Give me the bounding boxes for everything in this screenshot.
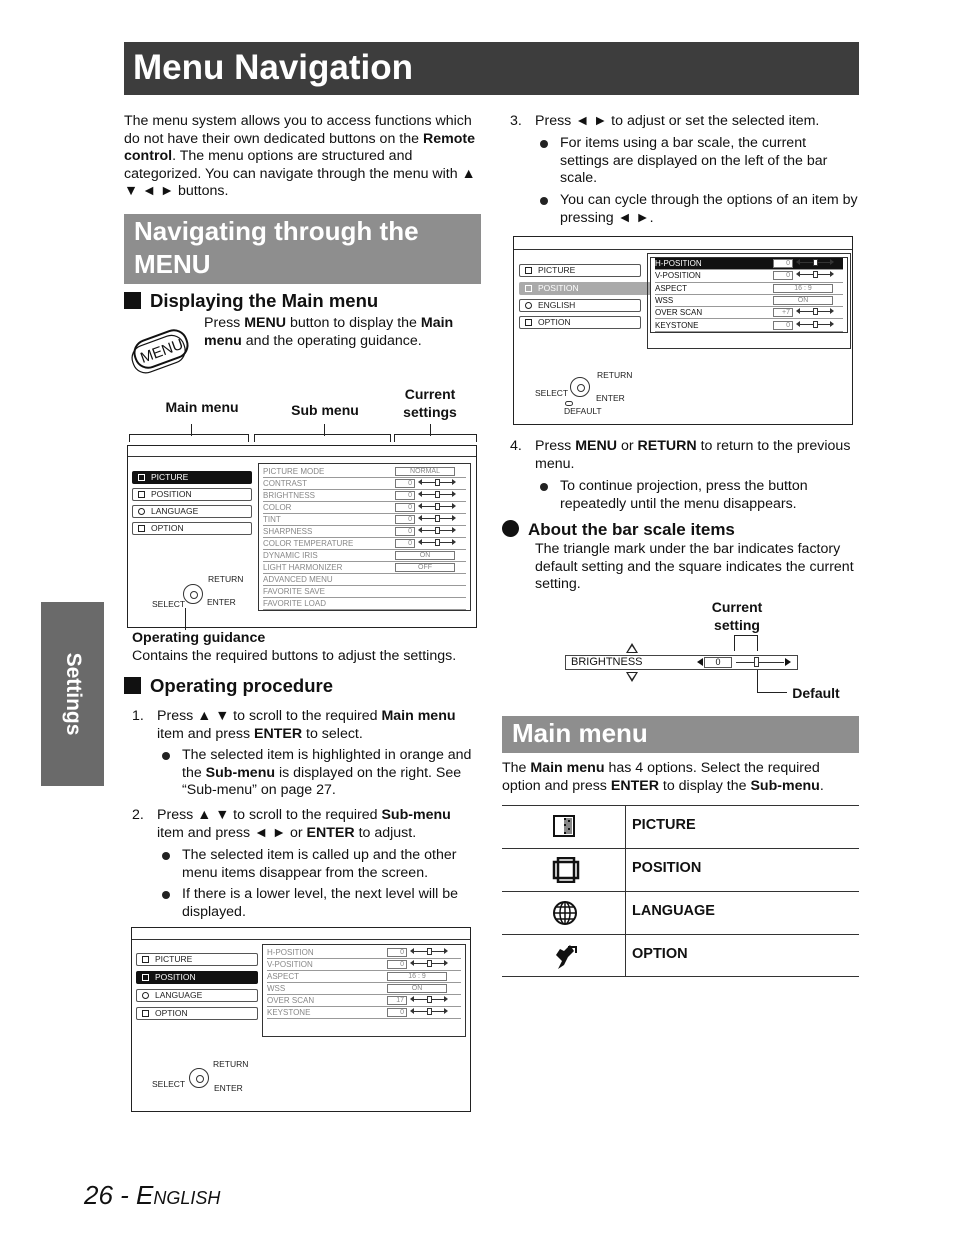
main-item-label: ENGLISH: [538, 300, 576, 310]
disp-text-1: Press: [204, 315, 245, 331]
language-icon: [552, 900, 578, 926]
sub-menu-row[interactable]: [267, 959, 461, 971]
main-item-language[interactable]: [519, 299, 641, 312]
sub-menu-item-name: ADVANCED MENU: [263, 575, 333, 584]
step-2-text: [157, 807, 479, 842]
guide-return: RETURN: [208, 574, 244, 584]
main-item-picture[interactable]: [519, 264, 641, 277]
bar-knob: [435, 479, 440, 486]
bar-knob: [427, 960, 432, 967]
sub-menu-row[interactable]: [263, 466, 466, 478]
main-item-label: OPTION: [538, 317, 571, 327]
sub-menu-item-value: +7: [773, 308, 793, 317]
guide-return: RETURN: [597, 370, 633, 380]
page-footer: [84, 1180, 220, 1210]
step-3-bullet-1: For items using a bar scale, the current settings are displayed on the left of the bar scale.: [560, 135, 858, 188]
guide-default: DEFAULT: [564, 406, 602, 416]
displaying-paragraph: [204, 315, 479, 350]
sub-menu-item-name: FAVORITE SAVE: [263, 587, 325, 596]
sub-menu-row[interactable]: [263, 574, 466, 586]
sub-menu-row[interactable]: [267, 947, 461, 959]
disp-text-2: button to display the: [286, 315, 421, 331]
sub-menu-row[interactable]: [263, 538, 466, 550]
bracket-sub: [254, 434, 391, 442]
circle-bullet-icon: [502, 520, 519, 537]
sub-menu-row[interactable]: [263, 550, 466, 562]
joystick-icon: [189, 1068, 209, 1088]
footer-language: English: [136, 1180, 221, 1210]
bar-scale-value: 0: [704, 657, 732, 668]
s1-t3: to select.: [302, 725, 363, 742]
sub-menu-item-value: 17: [387, 996, 407, 1005]
guide-return: RETURN: [213, 1059, 249, 1069]
side-tab-label: Settings: [61, 652, 85, 736]
bar-knob: [813, 308, 818, 315]
sub-menu-item-name: V-POSITION: [267, 960, 313, 969]
sub-menu-item-name: BRIGHTNESS: [263, 491, 316, 500]
disp-text-3: and the operating guidance.: [241, 332, 422, 349]
s1-b1: Main menu: [381, 708, 456, 724]
sub-menu-item-value: 0: [387, 1008, 407, 1017]
bracket-current: [394, 434, 477, 442]
bar-scale[interactable]: [799, 311, 831, 312]
sub-menu-row[interactable]: [267, 995, 461, 1007]
sub-menu-row[interactable]: [263, 478, 466, 490]
bar-scale[interactable]: [413, 1011, 445, 1012]
page-title: Menu Navigation: [133, 48, 414, 87]
bar-knob: [435, 503, 440, 510]
sub-menu-row[interactable]: [263, 598, 466, 610]
main-menu-paragraph: [502, 760, 859, 795]
main-item-label: POSITION: [151, 489, 192, 499]
sub-menu-item-name: KEYSTONE: [267, 1008, 311, 1017]
operating-heading-text: Operating procedure: [150, 675, 333, 696]
sub-menu-item-name: COLOR: [263, 503, 292, 512]
option-icon: [552, 943, 578, 971]
sub-menu-item-name: H-POSITION: [267, 948, 314, 957]
s2-t1: Press ▲ ▼ to scroll to the required: [157, 807, 382, 823]
bar-knob: [427, 948, 432, 955]
s4-t1: Press: [535, 438, 576, 454]
s2-b1: Sub-menu: [381, 807, 451, 823]
sub-menu-item-value: 0: [773, 271, 793, 280]
step-2-bullet-2: If there is a lower level, the next level will be displayed.: [182, 886, 480, 921]
joystick-icon: [570, 377, 590, 397]
sub-menu-item-name: OVER SCAN: [267, 996, 315, 1005]
main-item-position[interactable]: [519, 282, 651, 295]
s4-t2: or: [617, 438, 638, 454]
intro-text-2: . The menu options are structured and categorized. You can navigate through the menu with ▲ ▼ ◄ ► buttons.: [124, 148, 476, 199]
joystick-icon: [183, 584, 203, 604]
option-icon: [142, 1010, 149, 1017]
mm-b3: Sub-menu: [750, 777, 820, 794]
bar-scale-item-name: BRIGHTNESS: [571, 656, 643, 668]
bar-scale[interactable]: [413, 999, 445, 1000]
main-menu-row-label: POSITION: [632, 860, 702, 876]
sub-menu-item-value: 0: [395, 527, 415, 536]
bracket-main: [129, 434, 249, 442]
bar-knob: [435, 539, 440, 546]
sub-menu-item-name: OVER SCAN: [655, 308, 703, 318]
step-4-text: [535, 438, 857, 473]
main-item-picture[interactable]: [136, 953, 258, 966]
icon-cell: [502, 892, 626, 934]
main-menu-row-label: LANGUAGE: [632, 903, 715, 919]
option-icon: [138, 525, 145, 532]
main-item-label: PICTURE: [538, 265, 576, 275]
page-number: 26 -: [84, 1180, 137, 1210]
main-item-label: LANGUAGE: [155, 990, 203, 1000]
sub-menu-item-value: NORMAL: [395, 467, 455, 476]
osd-top-rule: [128, 456, 476, 457]
picture-icon: [138, 474, 145, 481]
sub-menu-item-name: KEYSTONE: [655, 320, 699, 330]
sub-menu-row[interactable]: [655, 258, 843, 270]
disp-bold-1: MENU: [244, 315, 286, 331]
main-menu-row-picture: [502, 805, 859, 848]
osd-top-rule: [132, 939, 470, 940]
sub-menu-item-name: PICTURE MODE: [263, 467, 325, 476]
s4-b2: RETURN: [637, 438, 697, 454]
sub-menu-item-name: TINT: [263, 515, 281, 524]
position-icon: [142, 974, 149, 981]
sub-menu-row[interactable]: [263, 502, 466, 514]
picture-icon: [142, 956, 149, 963]
displaying-heading-text: Displaying the Main menu: [150, 290, 379, 311]
menu-icon-label: MENU: [138, 335, 186, 367]
bar-scale[interactable]: [421, 506, 453, 507]
mm-t3: to display the: [658, 777, 751, 794]
main-menu-row-label: OPTION: [632, 946, 688, 962]
label-main-menu: Main menu: [165, 399, 239, 415]
sub-menu-item-value: ON: [395, 551, 455, 560]
operating-guidance-desc: Contains the required buttons to adjust the settings.: [132, 648, 457, 664]
sub-menu-row[interactable]: [267, 971, 461, 983]
guide-enter: ENTER: [207, 597, 236, 607]
sub-menu-row[interactable]: [267, 1007, 461, 1019]
bar-knob: [435, 491, 440, 498]
bar-scale-sample: [565, 655, 798, 670]
icon-cell: [502, 849, 626, 891]
main-item-option[interactable]: [519, 316, 641, 329]
guide-select: SELECT: [152, 599, 186, 609]
sub-menu-item-name: ASPECT: [655, 283, 688, 293]
sub-menu-item-value: 0: [395, 479, 415, 488]
icon-cell: [502, 935, 626, 977]
section-navigating-title: Navigating through the MENU: [134, 216, 419, 279]
main-item-label: OPTION: [151, 523, 184, 533]
page-title-bar: [124, 42, 859, 95]
main-menu-row-language: [502, 891, 859, 934]
step-2-bullet-1: The selected item is called up and the other menu items disappear from the screen.: [182, 847, 480, 882]
intro-bold-1: Remote control: [124, 130, 475, 164]
bar-track: [736, 662, 784, 663]
mm-b2: ENTER: [610, 777, 659, 794]
s2-b2: ENTER: [306, 824, 355, 841]
main-menu-row-label: PICTURE: [632, 817, 696, 833]
sub-menu-item-value: ON: [773, 296, 833, 305]
sub-menu-item-name: COLOR TEMPERATURE: [263, 539, 354, 548]
sub-menu-item-name: LIGHT HARMONIZER: [263, 563, 343, 572]
label-sub-menu: Sub menu: [291, 402, 359, 418]
step-3-number: 3.: [510, 113, 522, 129]
main-menu-row-position: [502, 848, 859, 891]
current-setting-bracket: [734, 635, 758, 651]
guide-select: SELECT: [152, 1079, 186, 1089]
main-menu-row-option: [502, 934, 859, 977]
sub-menu-item-name: V-POSITION: [655, 271, 701, 281]
square-bullet-icon: [124, 677, 141, 694]
sub-menu-item-value: ON: [387, 984, 447, 993]
osd-picture-menu: [127, 445, 477, 628]
operating-guidance-title: Operating guidance: [132, 630, 266, 646]
section-navigating-bar: [124, 214, 481, 284]
step-1-bullet: [182, 747, 480, 800]
sub-menu-item-name: WSS: [267, 984, 286, 993]
bar-scale[interactable]: [413, 963, 445, 964]
sub-menu-row[interactable]: [655, 295, 843, 307]
menu-button-icon: [128, 323, 194, 375]
main-item-language[interactable]: [136, 989, 258, 1002]
sub-menu-row[interactable]: [263, 562, 466, 574]
bar-scale[interactable]: [799, 262, 831, 263]
sub-menu-item-value: 0: [387, 948, 407, 957]
bar-scale[interactable]: [421, 530, 453, 531]
step-4-bullet: To continue projection, press the button repeatedly until the menu disappears.: [560, 478, 858, 513]
bar-knob: [754, 657, 759, 667]
s1-b2: ENTER: [254, 725, 303, 742]
main-item-label: PICTURE: [155, 954, 193, 964]
main-item-label: LANGUAGE: [151, 506, 199, 516]
default-leader: [757, 670, 758, 692]
sub-menu-item-value: OFF: [395, 563, 455, 572]
section-main-menu-title: Main menu: [512, 718, 648, 748]
guidance-leader: [185, 608, 186, 630]
mm-b1: Main menu: [530, 760, 605, 776]
bar-scale[interactable]: [421, 518, 453, 519]
main-item-label: POSITION: [538, 283, 579, 293]
bar-knob: [427, 1008, 432, 1015]
sub-menu-row[interactable]: [267, 983, 461, 995]
label-default: Default: [792, 685, 840, 701]
bar-scale[interactable]: [421, 482, 453, 483]
language-icon: [138, 508, 145, 515]
s4-b1: MENU: [575, 438, 617, 454]
main-item-label: OPTION: [155, 1008, 188, 1018]
option-icon: [525, 319, 532, 326]
sub-menu-item-value: 0: [773, 259, 793, 268]
osd-top-rule: [514, 249, 852, 250]
position-icon: [525, 285, 532, 292]
sub-menu-item-value: 0: [773, 321, 793, 330]
section-main-menu-bar: [502, 716, 859, 753]
s1-t1: Press ▲ ▼ to scroll to the required: [157, 708, 382, 724]
bar-scale-heading-text: About the bar scale items: [528, 520, 735, 539]
triangle-up-inner: [628, 646, 636, 652]
bar-scale[interactable]: [421, 494, 453, 495]
default-leader-h: [757, 692, 787, 693]
sub-menu-row[interactable]: [263, 514, 466, 526]
guide-enter: ENTER: [214, 1083, 243, 1093]
picture-icon: [552, 814, 576, 838]
step-3-bullet-2: You can cycle through the options of an item by pressing ◄ ►.: [560, 192, 858, 226]
sub-menu-item-value: 0: [395, 515, 415, 524]
sub-menu-row[interactable]: [263, 586, 466, 598]
main-item-position[interactable]: [136, 971, 258, 984]
sub-menu-picture: [258, 463, 471, 611]
s1-bul-b1: Sub-menu: [205, 764, 276, 781]
sub-menu-item-value: 0: [395, 539, 415, 548]
mm-t4: .: [819, 777, 824, 794]
bar-scale[interactable]: [413, 951, 445, 952]
bar-right-arrow-icon: [785, 658, 791, 666]
step-1-text: [157, 708, 479, 743]
position-icon: [552, 857, 580, 883]
sub-menu-item-value: 0: [387, 960, 407, 969]
bar-knob: [435, 527, 440, 534]
triangle-down-inner: [628, 673, 636, 679]
mm-t2: has 4 options. Select the required option and press: [502, 760, 820, 794]
language-icon: [142, 992, 149, 999]
sub-menu-row[interactable]: [655, 320, 843, 332]
guide-enter: ENTER: [596, 393, 625, 403]
bar-scale[interactable]: [421, 542, 453, 543]
side-tab-settings[interactable]: [41, 602, 104, 786]
sub-menu-item-name: ASPECT: [267, 972, 300, 981]
main-item-picture[interactable]: [132, 471, 252, 484]
s1-t2: item and press: [157, 725, 254, 742]
main-item-language[interactable]: [132, 505, 252, 518]
guide-select: SELECT: [535, 388, 569, 398]
intro-paragraph: [124, 113, 484, 201]
square-bullet-icon: [124, 292, 141, 309]
icon-cell: [502, 806, 626, 848]
sub-menu-row[interactable]: [263, 490, 466, 502]
step-2-number: 2.: [132, 807, 144, 823]
main-item-position[interactable]: [132, 488, 252, 501]
sub-menu-item-value: 0: [395, 503, 415, 512]
sub-menu-item-value: 16 : 9: [773, 284, 833, 293]
intro-text-1: The menu system allows you to access functions which do not have their own dedicated buttons on the: [124, 113, 472, 147]
sub-menu-item-value: 0: [395, 491, 415, 500]
operating-heading: [124, 675, 333, 697]
sub-menu-row[interactable]: [655, 270, 843, 282]
sub-menu-item-name: WSS: [655, 295, 674, 305]
sub-menu-row[interactable]: [263, 526, 466, 538]
label-current-setting: Current setting: [711, 599, 763, 633]
sub-menu-position-adjust: [650, 257, 848, 333]
sub-menu-row[interactable]: [655, 307, 843, 319]
sub-menu-row[interactable]: [655, 283, 843, 295]
sub-menu-item-name: H-POSITION: [655, 259, 702, 268]
disp-bold-2: Main menu: [204, 315, 454, 349]
bar-scale[interactable]: [799, 274, 831, 275]
step-1-number: 1.: [132, 708, 144, 724]
bar-knob: [813, 271, 818, 278]
displaying-heading: [124, 290, 378, 312]
s2-t3: to adjust.: [354, 824, 417, 841]
bar-scale-text: The triangle mark under the bar indicates factory default setting and the square indicates the current setting.: [535, 541, 854, 592]
s1-bul-t1: The selected item is highlighted in orange and the: [182, 747, 472, 781]
bar-knob: [427, 996, 432, 1003]
bar-knob: [813, 321, 818, 328]
sub-menu-item-name: FAVORITE LOAD: [263, 599, 326, 608]
sub-menu-position: [262, 944, 466, 1037]
main-item-option[interactable]: [132, 522, 252, 535]
osd-position-adjust: [513, 236, 853, 425]
picture-icon: [525, 267, 532, 274]
sub-menu-item-name: CONTRAST: [263, 479, 307, 488]
language-icon: [525, 302, 532, 309]
sub-menu-item-name: SHARPNESS: [263, 527, 313, 536]
position-icon: [138, 491, 145, 498]
main-item-label: PICTURE: [151, 472, 189, 482]
sub-menu-item-name: DYNAMIC IRIS: [263, 551, 318, 560]
main-item-label: POSITION: [155, 972, 196, 982]
main-item-option[interactable]: [136, 1007, 258, 1020]
bar-knob: [435, 515, 440, 522]
step-4-number: 4.: [510, 438, 522, 454]
bar-scale-heading: [502, 519, 735, 541]
osd-position-menu: [131, 927, 471, 1112]
sub-menu-item-value: 16 : 9: [387, 972, 447, 981]
bar-left-arrow-icon: [697, 658, 703, 666]
s1-bul-t2: is displayed on the right. See “Sub-menu” on page 27.: [182, 764, 462, 798]
mm-t1: The: [502, 760, 531, 776]
s4-t3: to return to the previous menu.: [535, 438, 851, 472]
label-current-settings: Current settings: [403, 386, 457, 420]
s2-t2: item and press ◄ ► or: [157, 824, 307, 841]
bar-knob: [813, 259, 818, 266]
bar-scale[interactable]: [799, 324, 831, 325]
step-3-text: Press ◄ ► to adjust or set the selected item.: [535, 113, 820, 129]
